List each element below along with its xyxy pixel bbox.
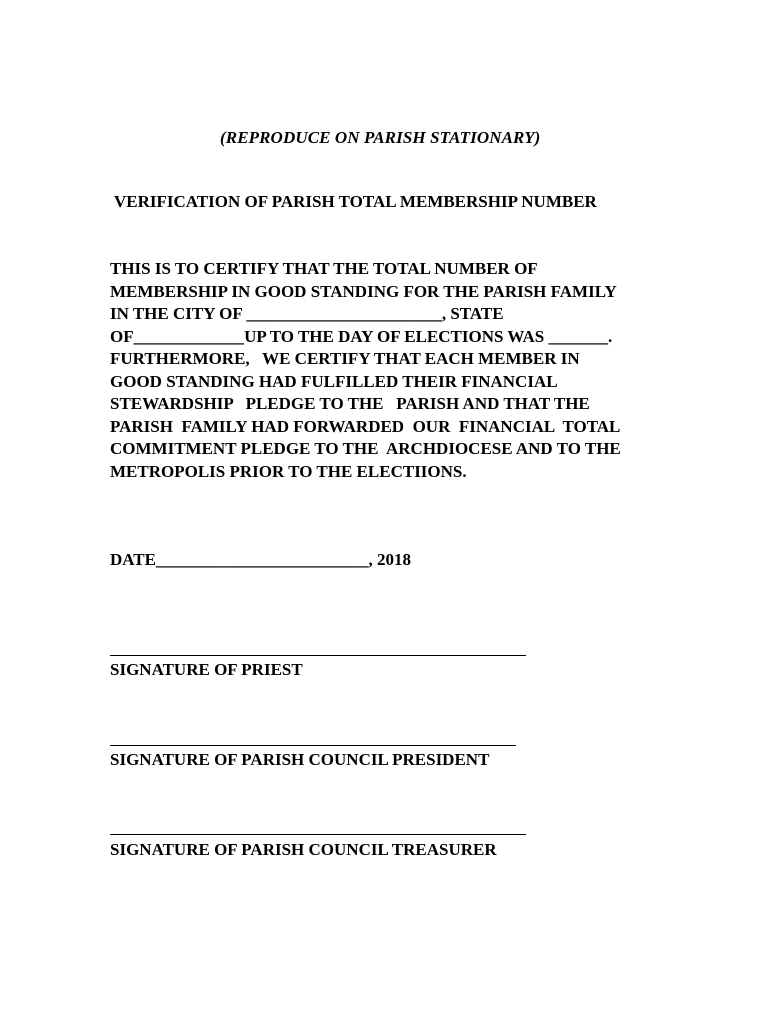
treasurer-signature-line bbox=[110, 834, 526, 835]
president-signature-label: SIGNATURE OF PARISH COUNCIL PRESIDENT bbox=[110, 750, 490, 769]
certification-line: MEMBERSHIP IN GOOD STANDING FOR THE PARISH FAMILY bbox=[110, 281, 617, 301]
date-line: DATE_________________________, 2018 bbox=[110, 550, 411, 569]
certification-line: GOOD STANDING HAD FULFILLED THEIR FINANCIAL bbox=[110, 371, 558, 391]
certification-line: FURTHERMORE, WE CERTIFY THAT EACH MEMBER IN bbox=[110, 349, 580, 368]
certification-line: IN THE CITY OF _______________________, STATE bbox=[110, 304, 504, 323]
certification-line: PARISH FAMILY HAD FORWARDED OUR FINANCIAL TOTAL bbox=[110, 416, 621, 436]
stationery-note: (REPRODUCE ON PARISH STATIONARY) bbox=[220, 128, 541, 147]
certification-line: METROPOLIS PRIOR TO THE ELECTIIONS. bbox=[110, 461, 467, 481]
treasurer-signature-label: SIGNATURE OF PARISH COUNCIL TREASURER bbox=[110, 840, 497, 859]
priest-signature-line bbox=[110, 655, 526, 656]
certification-line: STEWARDSHIP PLEDGE TO THE PARISH AND THAT THE bbox=[110, 394, 590, 413]
certification-line: THIS IS TO CERTIFY THAT THE TOTAL NUMBER OF bbox=[110, 259, 538, 278]
document-title: VERIFICATION OF PARISH TOTAL MEMBERSHIP NUMBER bbox=[114, 192, 597, 211]
certification-line: OF_____________UP TO THE DAY OF ELECTIONS WAS _______. bbox=[110, 326, 613, 346]
certification-paragraph bbox=[110, 258, 621, 483]
president-signature-line bbox=[110, 745, 516, 746]
certification-line: COMMITMENT PLEDGE TO THE ARCHDIOCESE AND TO THE bbox=[110, 439, 621, 458]
priest-signature-label: SIGNATURE OF PRIEST bbox=[110, 660, 303, 679]
